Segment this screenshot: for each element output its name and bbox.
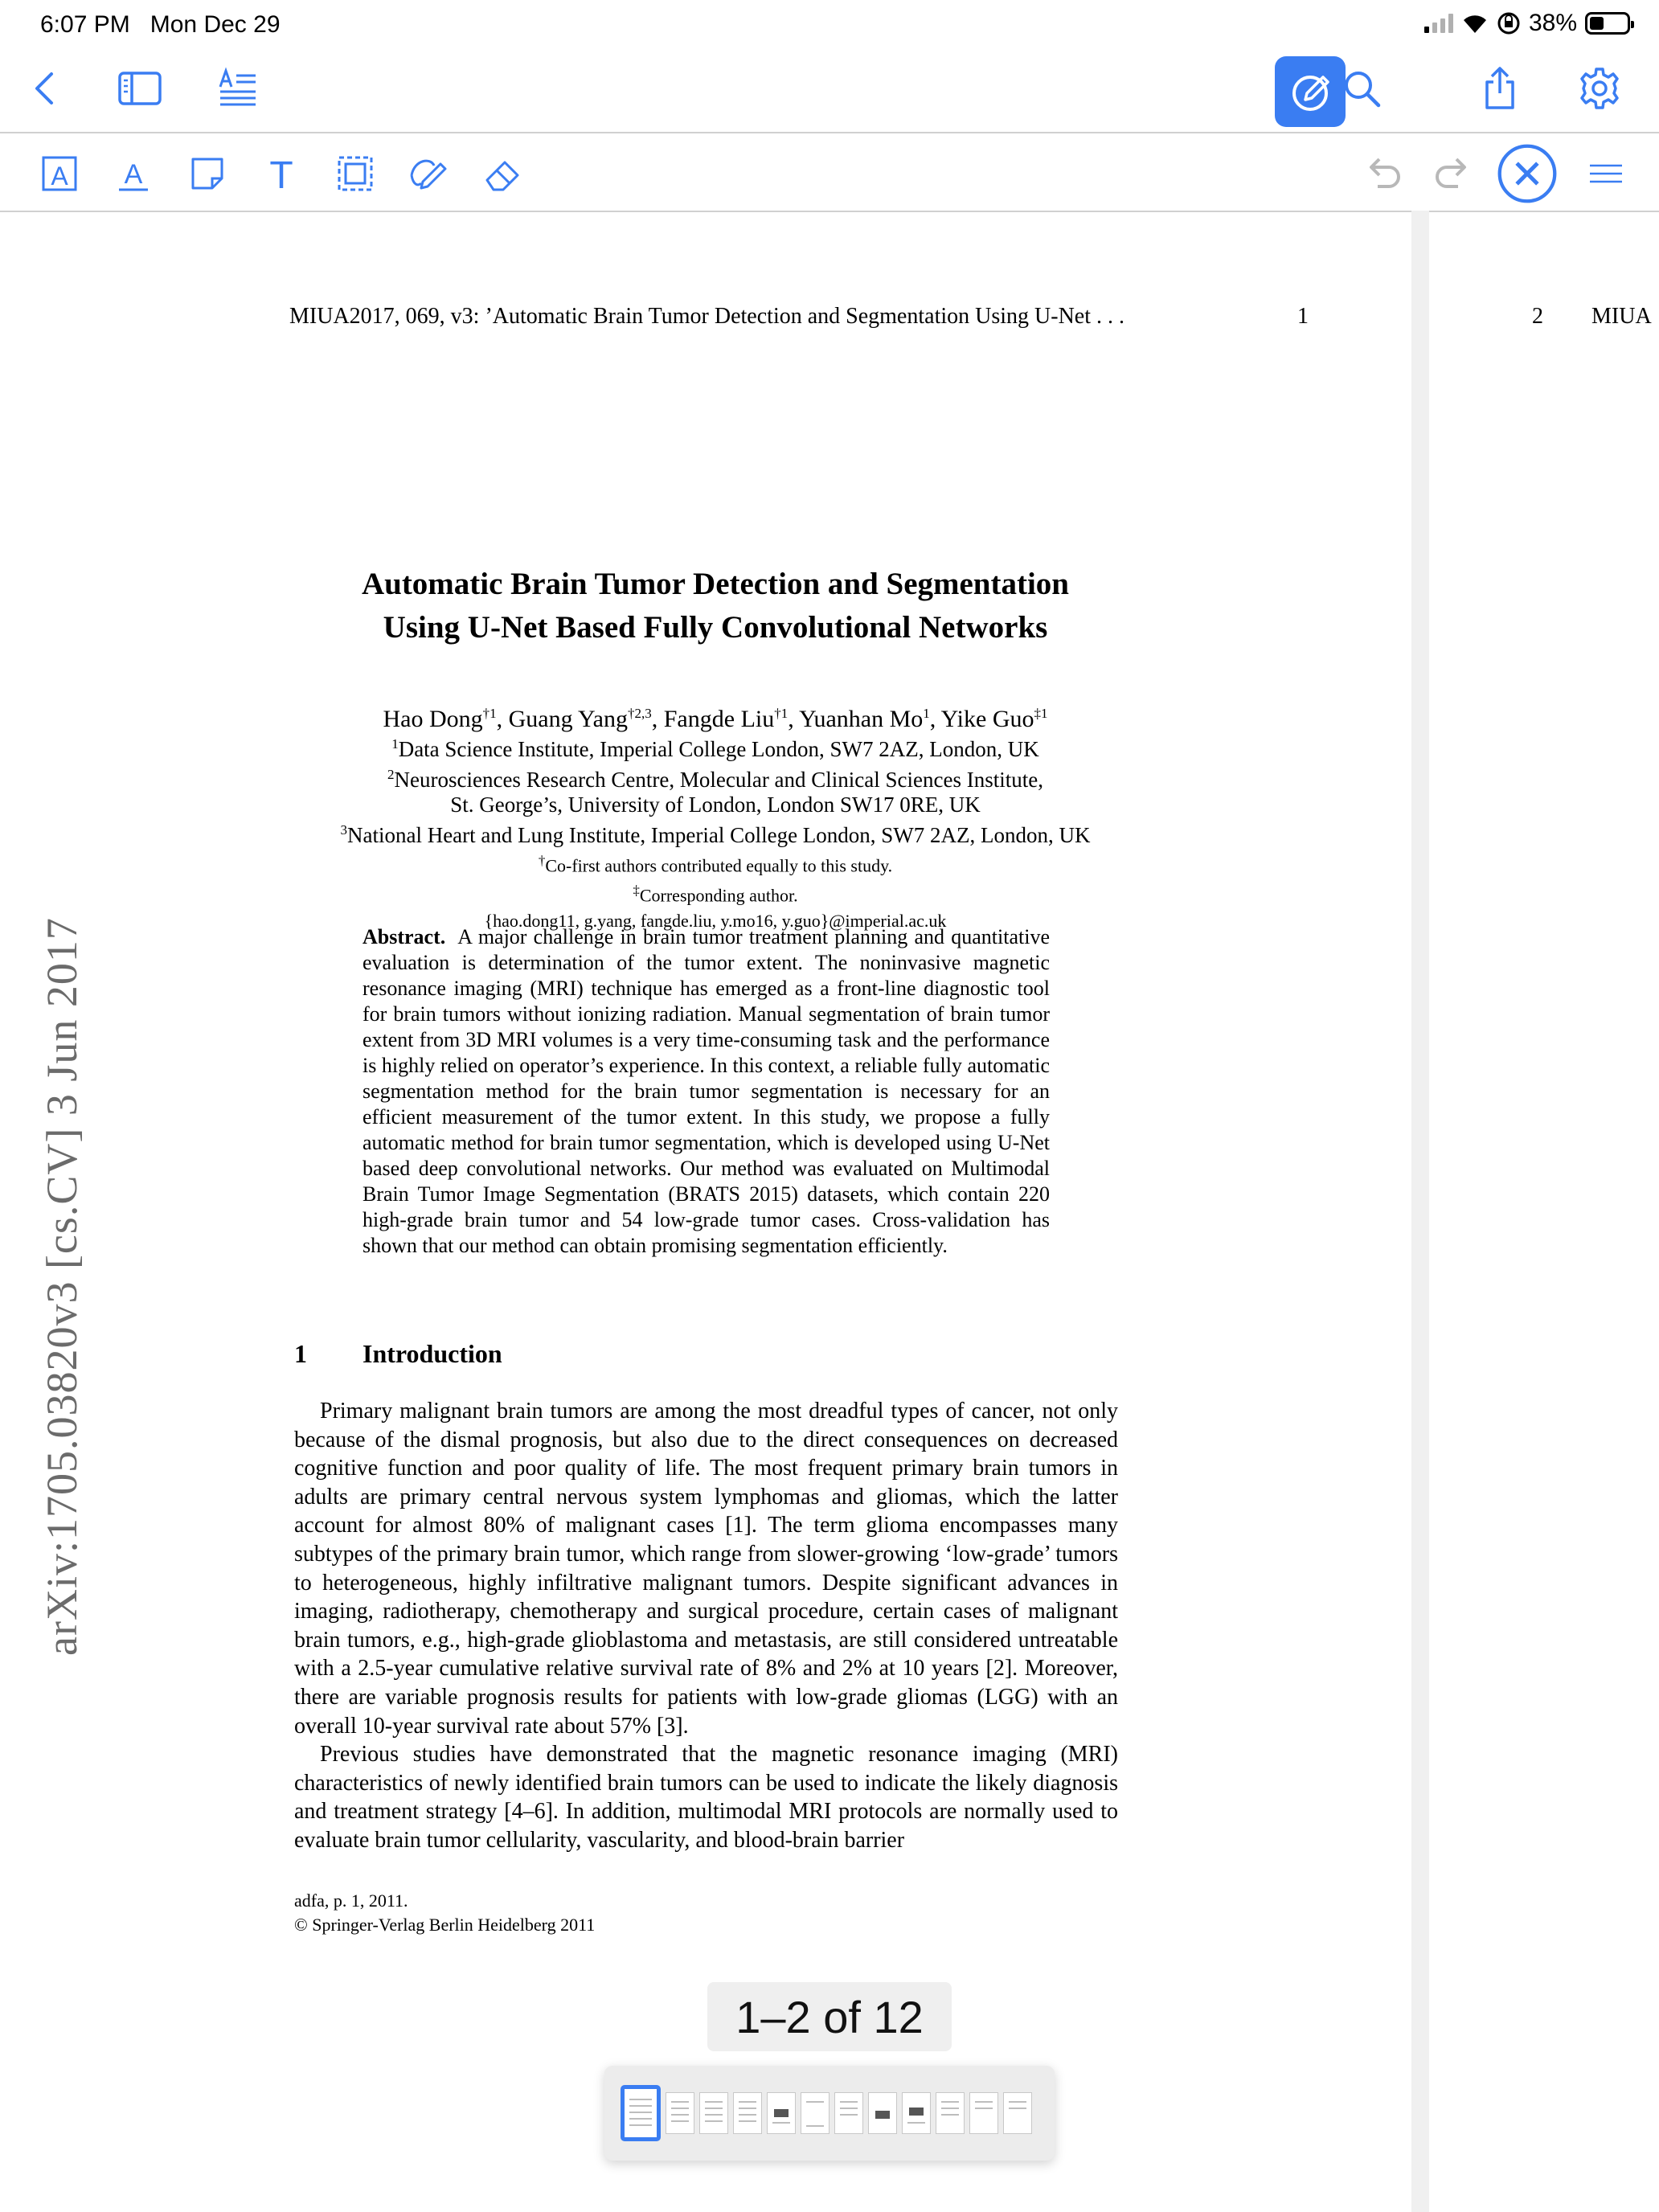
svg-text:T: T	[269, 154, 293, 196]
page-thumbnail[interactable]	[699, 2092, 728, 2134]
page-thumbnail[interactable]	[902, 2092, 931, 2134]
close-annotation-button[interactable]	[1495, 141, 1559, 206]
eraser-icon	[481, 151, 526, 196]
edit-pencil-icon	[1288, 69, 1333, 114]
section-title: Introduction	[363, 1339, 502, 1368]
co-first-note: †Co-first authors contributed equally to this study.	[538, 853, 893, 876]
page-thumbnail[interactable]	[733, 2092, 762, 2134]
arxiv-side-stamp: arXiv:1705.03820v3 [cs.CV] 3 Jun 2017	[38, 917, 86, 1656]
selection-tool[interactable]	[328, 146, 383, 201]
gear-icon	[1577, 66, 1622, 111]
text-tool-icon	[259, 151, 304, 196]
cellular-signal-icon	[1424, 14, 1453, 33]
pen-icon	[407, 151, 452, 196]
page-thumbnail[interactable]	[621, 2085, 661, 2141]
running-header: MIUA2017, 069, v3: ’Automatic Brain Tumor Detection and Segmentation Using U-Net . . .	[289, 304, 1124, 329]
abstract	[363, 924, 1050, 1259]
search-icon	[1339, 66, 1384, 111]
sticky-note-tool[interactable]	[180, 146, 235, 201]
text-tool[interactable]	[254, 146, 309, 201]
page-separator	[1411, 211, 1429, 2212]
page-number-right: 2	[1532, 304, 1543, 329]
page-thumbnail[interactable]	[868, 2092, 897, 2134]
affiliation-2: $^2$Neurosciences Research Centre, Molecular and Clinical Sciences Institute,	[387, 767, 1043, 792]
close-circle-icon	[1495, 141, 1559, 206]
back-button[interactable]	[18, 61, 72, 116]
intro-paragraph-2: Previous studies have demonstrated that the magnetic resonance imaging (MRI) characteristics of newly identified brain tumors can be used to indicate the likely diagnosis and treatment strategy [4–6]. In addition, multimodal MRI protocols are normally used to evaluate brain tumor cellularity, vascularity, and blood-brain barrier	[294, 1742, 1118, 1853]
author-list: Hao Dong$^{\dagger 1}$, Guang Yang$^{\dagger 2,3}$, Fangde Liu$^{\dagger 1}$, Yuanhan Mo$^1$, Yike Guo$^{\ddagger 1}$	[383, 706, 1048, 732]
page-thumbnail[interactable]	[767, 2092, 796, 2134]
intro-paragraph-1: Primary malignant brain tumors are among the most dreadful types of cancer, not only because of the dismal prognosis, but also due to the direct consequences on decreased cognitive function and poor quality of life. The most frequent primary brain tumors in adults are primary central nervous system lymphomas and gliomas, which the latter account for almost 80% of malignant cases [1]. The term glioma encompasses many subtypes of the primary brain tumor, which range from slower-growing ‘low-grade’ tumors to heterogeneous, highly infiltrative malignant tumors. Despite significant advances in imaging, radiotherapy, chemotherapy and surgical procedure, certain cases of malignant brain tumors, e.g., high-grade glioblastoma and metastasis, are still considered untreatable with a 2.5-year cumulative relative survival rate of 8% and 2% at 10 years [2]. Moreover, there are variable prognosis results for patients with low-grade gliomas (LGG) with an overall 10-year survival rate about 57% [3].	[294, 1399, 1118, 1739]
introduction-body	[294, 1397, 1118, 1855]
status-time: 6:07 PM	[40, 11, 130, 38]
redo-button[interactable]	[1426, 146, 1481, 201]
share-icon	[1477, 66, 1522, 111]
author-block	[265, 701, 1165, 933]
text-box-tool[interactable]	[32, 146, 87, 201]
text-format-icon	[215, 66, 260, 111]
sidebar-button[interactable]	[113, 61, 167, 116]
redo-icon	[1431, 151, 1476, 196]
page-thumbnail[interactable]	[801, 2092, 830, 2134]
author-emails: {hao.dong11, g.yang, fangde.liu, y.mo16, y.guo}@imperial.ac.uk	[484, 910, 947, 931]
affiliation-3: $^3$National Heart and Lung Institute, Imperial College London, SW7 2AZ, London, UK	[340, 822, 1091, 847]
settings-button[interactable]	[1572, 61, 1627, 116]
pen-tool[interactable]	[402, 146, 457, 201]
svg-text:A: A	[124, 159, 143, 190]
battery-percent: 38%	[1528, 10, 1577, 36]
abstract-label: Abstract.	[363, 925, 446, 948]
page-thumbnail[interactable]	[666, 2092, 694, 2134]
page-thumbnail[interactable]	[1003, 2092, 1032, 2134]
orientation-lock-icon	[1497, 11, 1521, 35]
sticky-note-icon	[185, 151, 230, 196]
page-number-left: 1	[1297, 304, 1309, 329]
annotation-toolbar-divider	[0, 211, 1659, 212]
affiliation-1: $^1$Data Science Institute, Imperial College London, SW7 2AZ, London, UK	[391, 736, 1039, 761]
status-time-date	[40, 11, 281, 39]
page-counter: 1–2 of 12	[707, 1982, 952, 2051]
underline-tool[interactable]	[106, 146, 161, 201]
sidebar-icon	[117, 66, 162, 111]
selection-icon	[333, 151, 378, 196]
affiliation-2-cont: St. George’s, University of London, London SW17 0RE, UK	[450, 793, 981, 817]
undo-button[interactable]	[1355, 146, 1410, 201]
copyright-footnote: adfa, p. 1, 2011. © Springer-Verlag Berlin Heidelberg 2011	[294, 1890, 596, 1935]
eraser-tool[interactable]	[476, 146, 530, 201]
undo-icon	[1360, 151, 1405, 196]
menu-button[interactable]	[1579, 146, 1633, 201]
wifi-icon	[1461, 12, 1489, 35]
title-line-1: Automatic Brain Tumor Detection and Segmentation	[361, 567, 1070, 601]
corresponding-note: ‡Corresponding author.	[633, 883, 798, 906]
section-number: 1	[294, 1339, 307, 1368]
paper-title	[257, 563, 1174, 649]
page-thumbnail[interactable]	[834, 2092, 863, 2134]
text-format-button[interactable]	[211, 61, 265, 116]
title-line-2: Using U-Net Based Fully Convolutional Networks	[383, 610, 1048, 645]
page-thumbnail[interactable]	[969, 2092, 998, 2134]
thumbnail-strip[interactable]	[604, 2066, 1055, 2161]
menu-icon	[1583, 151, 1628, 196]
battery-icon	[1585, 12, 1630, 35]
toolbar-divider	[0, 132, 1659, 133]
search-button[interactable]	[1334, 61, 1389, 116]
status-indicators	[1424, 10, 1630, 37]
page-thumbnail[interactable]	[936, 2092, 965, 2134]
share-button[interactable]	[1473, 61, 1527, 116]
abstract-text: A major challenge in brain tumor treatment planning and quantitative evaluation is determination of the tumor extent. The noninvasive magnetic resonance imaging (MRI) technique has emerged as a front-line diagnostic tool for brain tumors without ionizing radiation. Manual segmentation of brain tumor extent from 3D MRI volumes is a very time-consuming task and the performance is highly relied on operator’s experience. In this context, a reliable fully automatic segmentation method for the brain tumor segmentation is necessary for an efficient measurement of the tumor extent. In this study, we propose a fully automatic method for brain tumor segmentation, which is developed using U-Net based deep convolutional networks. Our method was evaluated on Multimodal Brain Tumor Image Segmentation (BRATS 2015) datasets, which contain 220 high-grade brain tumor and 54 low-grade tumor cases. Cross-validation has shown that our method can obtain promising segmentation efficiently.	[363, 925, 1050, 1257]
svg-text:A: A	[51, 162, 68, 190]
back-chevron-icon	[23, 66, 68, 111]
underline-icon	[111, 151, 156, 196]
running-header-right: MIUA	[1591, 304, 1652, 329]
status-date: Mon Dec 29	[150, 11, 281, 38]
text-box-icon	[37, 151, 82, 196]
